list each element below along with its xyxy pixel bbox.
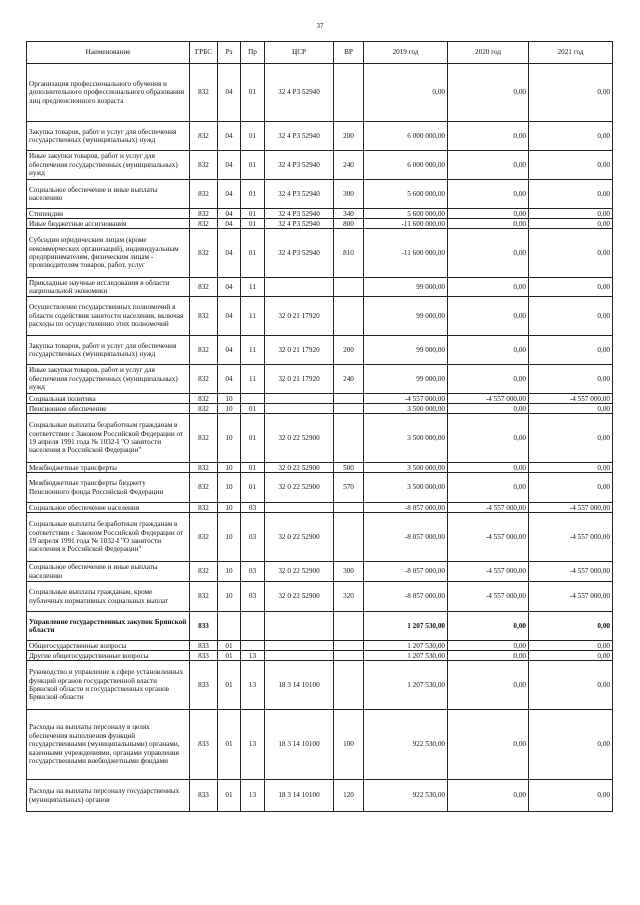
cell-name: Закупка товаров, работ и услуг для обеспечения государственных (муниципальных) нужд <box>27 122 190 151</box>
cell-2019: -8 057 000,00 <box>364 582 448 612</box>
cell-2021: 0,00 <box>529 336 613 365</box>
cell-name: Иные закупки товаров, работ и услуг для обеспечения государственных (муниципальных) нужд <box>27 151 190 180</box>
cell-vr <box>334 414 364 463</box>
cell-grbs: 832 <box>190 336 218 365</box>
cell-2019: 3 500 000,00 <box>364 414 448 463</box>
cell-pr: 11 <box>241 365 265 394</box>
cell-name: Расходы на выплаты персоналу государственных (муниципальных) органов <box>27 780 190 812</box>
cell-rz: 04 <box>218 278 241 297</box>
cell-2020: -4 557 000,00 <box>448 513 529 562</box>
cell-pr <box>241 612 265 641</box>
cell-grbs: 832 <box>190 582 218 612</box>
cell-2020: 0,00 <box>448 219 529 229</box>
cell-2021: -4 557 000,00 <box>529 562 613 582</box>
cell-grbs: 832 <box>190 463 218 473</box>
cell-grbs: 832 <box>190 219 218 229</box>
cell-2020: 0,00 <box>448 151 529 180</box>
cell-2019: 1 207 530,00 <box>364 612 448 641</box>
cell-pr: 01 <box>241 64 265 122</box>
cell-grbs: 833 <box>190 661 218 710</box>
table-row <box>27 229 613 278</box>
header-row <box>27 42 613 64</box>
cell-rz: 04 <box>218 64 241 122</box>
cell-csr: 32 0 22 52900 <box>265 463 334 473</box>
cell-vr: 320 <box>334 582 364 612</box>
cell-csr <box>265 651 334 661</box>
cell-rz <box>218 612 241 641</box>
cell-csr <box>265 641 334 651</box>
cell-2021: 0,00 <box>529 278 613 297</box>
cell-csr: 18 3 14 10100 <box>265 780 334 812</box>
table-row <box>27 64 613 122</box>
cell-grbs: 833 <box>190 651 218 661</box>
header-2021: 2021 год <box>529 42 613 64</box>
cell-2019: 1 207 530,00 <box>364 641 448 651</box>
cell-2019: 99 000,00 <box>364 278 448 297</box>
cell-vr <box>334 651 364 661</box>
cell-grbs: 832 <box>190 503 218 513</box>
table-row <box>27 122 613 151</box>
cell-name: Стипендии <box>27 209 190 219</box>
table-body <box>27 64 613 812</box>
cell-2021: 0,00 <box>529 209 613 219</box>
cell-2019: -8 057 000,00 <box>364 513 448 562</box>
cell-2019: 99 000,00 <box>364 336 448 365</box>
cell-vr <box>334 404 364 414</box>
cell-2021: 0,00 <box>529 64 613 122</box>
cell-name: Социальное обеспечение и иные выплаты населению <box>27 180 190 209</box>
cell-name: Социальные выплаты гражданам, кроме публичных нормативных социальных выплат <box>27 582 190 612</box>
cell-2019: -11 600 000,00 <box>364 219 448 229</box>
cell-2021: 0,00 <box>529 151 613 180</box>
cell-grbs: 832 <box>190 562 218 582</box>
cell-2019: 5 600 000,00 <box>364 209 448 219</box>
cell-csr <box>265 503 334 513</box>
cell-2020: 0,00 <box>448 473 529 503</box>
cell-rz: 04 <box>218 297 241 336</box>
cell-2019: 99 000,00 <box>364 297 448 336</box>
cell-csr: 32 0 22 52900 <box>265 582 334 612</box>
table-row <box>27 209 613 219</box>
cell-csr: 32 0 22 52900 <box>265 562 334 582</box>
table-row <box>27 641 613 651</box>
cell-grbs: 832 <box>190 151 218 180</box>
cell-grbs: 832 <box>190 180 218 209</box>
cell-rz: 04 <box>218 365 241 394</box>
cell-2021: 0,00 <box>529 641 613 651</box>
cell-2020: 0,00 <box>448 463 529 473</box>
header-pr: Пр <box>241 42 265 64</box>
cell-pr: 11 <box>241 278 265 297</box>
cell-name: Иные закупки товаров, работ и услуг для обеспечения государственных (муниципальных) нужд <box>27 365 190 394</box>
cell-2020: -4 557 000,00 <box>448 562 529 582</box>
cell-grbs: 833 <box>190 641 218 651</box>
cell-name: Расходы на выплаты персоналу в целях обеспечения выполнения функций государственными (муниципальными) органами, казенными учреждениями, органами управления государственными внебюджетными фондами <box>27 710 190 780</box>
cell-name: Управление государственных закупок Брянской области <box>27 612 190 641</box>
cell-rz: 04 <box>218 219 241 229</box>
table-row <box>27 473 613 503</box>
cell-vr: 200 <box>334 336 364 365</box>
cell-rz: 10 <box>218 562 241 582</box>
cell-2020: 0,00 <box>448 612 529 641</box>
cell-2021: 0,00 <box>529 404 613 414</box>
cell-2020: 0,00 <box>448 414 529 463</box>
cell-2019: 3 500 000,00 <box>364 404 448 414</box>
cell-name: Пенсионное обеспечение <box>27 404 190 414</box>
cell-pr: 13 <box>241 780 265 812</box>
cell-2020: 0,00 <box>448 641 529 651</box>
header-grbs: ГРБС <box>190 42 218 64</box>
header-vr: ВР <box>334 42 364 64</box>
table-row <box>27 562 613 582</box>
table-row <box>27 336 613 365</box>
cell-grbs: 832 <box>190 209 218 219</box>
cell-pr: 01 <box>241 473 265 503</box>
cell-vr <box>334 661 364 710</box>
table-row <box>27 365 613 394</box>
cell-rz: 04 <box>218 229 241 278</box>
table-row <box>27 780 613 812</box>
cell-csr: 18 3 14 10100 <box>265 661 334 710</box>
cell-csr: 32 0 22 52900 <box>265 513 334 562</box>
cell-vr <box>334 513 364 562</box>
table-row <box>27 278 613 297</box>
cell-2021: -4 557 000,00 <box>529 513 613 562</box>
cell-vr <box>334 64 364 122</box>
cell-2020: -4 557 000,00 <box>448 503 529 513</box>
cell-csr <box>265 278 334 297</box>
cell-2019: -4 557 000,00 <box>364 394 448 404</box>
cell-2020: 0,00 <box>448 122 529 151</box>
table-row <box>27 463 613 473</box>
cell-vr: 300 <box>334 562 364 582</box>
budget-table <box>26 41 613 812</box>
cell-2019: 3 500 000,00 <box>364 463 448 473</box>
cell-csr: 32 4 P3 52940 <box>265 180 334 209</box>
cell-2021: 0,00 <box>529 365 613 394</box>
cell-name: Межбюджетные трансферты <box>27 463 190 473</box>
cell-rz: 04 <box>218 122 241 151</box>
cell-grbs: 832 <box>190 404 218 414</box>
cell-2021: -4 557 000,00 <box>529 503 613 513</box>
table-row <box>27 710 613 780</box>
cell-csr: 32 4 P3 52940 <box>265 151 334 180</box>
cell-name: Другие общегосударственные вопросы <box>27 651 190 661</box>
cell-2019: 99 000,00 <box>364 365 448 394</box>
cell-csr: 32 4 P3 52940 <box>265 209 334 219</box>
table-row <box>27 661 613 710</box>
cell-2019: 1 207 530,00 <box>364 651 448 661</box>
cell-name: Общегосударственные вопросы <box>27 641 190 651</box>
cell-2020: 0,00 <box>448 209 529 219</box>
cell-rz: 10 <box>218 473 241 503</box>
cell-2021: 0,00 <box>529 219 613 229</box>
table-row <box>27 394 613 404</box>
cell-grbs: 832 <box>190 473 218 503</box>
cell-pr: 13 <box>241 651 265 661</box>
cell-name: Социальное обеспечение и иные выплаты населению <box>27 562 190 582</box>
header-2019: 2019 год <box>364 42 448 64</box>
cell-vr <box>334 641 364 651</box>
cell-2019: 922 530,00 <box>364 710 448 780</box>
cell-pr: 13 <box>241 710 265 780</box>
cell-grbs: 832 <box>190 278 218 297</box>
header-2020: 2020 год <box>448 42 529 64</box>
table-row <box>27 404 613 414</box>
cell-rz: 01 <box>218 651 241 661</box>
cell-2021: 0,00 <box>529 651 613 661</box>
cell-vr: 340 <box>334 209 364 219</box>
cell-name: Руководство и управление в сфере установленных функций органов государственной власти Брянской области и государственных органов Брянской области <box>27 661 190 710</box>
cell-2020: 0,00 <box>448 180 529 209</box>
cell-rz: 10 <box>218 394 241 404</box>
cell-2019: -8 057 000,00 <box>364 503 448 513</box>
cell-name: Субсидии юридическим лицам (кроме некоммерческих организаций), индивидуальным предпринимателям, физическим лицам - производителям товаров, работ, услуг <box>27 229 190 278</box>
cell-2019: -8 057 000,00 <box>364 562 448 582</box>
cell-2021: 0,00 <box>529 122 613 151</box>
cell-csr <box>265 394 334 404</box>
header-name: Наименование <box>27 42 190 64</box>
cell-pr: 03 <box>241 503 265 513</box>
cell-rz: 04 <box>218 209 241 219</box>
cell-name: Социальное обеспечение населения <box>27 503 190 513</box>
cell-csr: 32 4 P3 52940 <box>265 219 334 229</box>
cell-2020: -4 557 000,00 <box>448 394 529 404</box>
table-row <box>27 612 613 641</box>
cell-2020: 0,00 <box>448 710 529 780</box>
cell-vr <box>334 278 364 297</box>
cell-rz: 01 <box>218 780 241 812</box>
cell-grbs: 832 <box>190 513 218 562</box>
table-row <box>27 513 613 562</box>
table-row <box>27 582 613 612</box>
cell-2020: -4 557 000,00 <box>448 582 529 612</box>
cell-2021: 0,00 <box>529 463 613 473</box>
cell-csr: 32 0 21 17920 <box>265 297 334 336</box>
cell-2019: -11 600 000,00 <box>364 229 448 278</box>
cell-pr: 01 <box>241 122 265 151</box>
cell-grbs: 832 <box>190 122 218 151</box>
cell-rz: 10 <box>218 513 241 562</box>
cell-vr: 500 <box>334 463 364 473</box>
cell-2021: 0,00 <box>529 297 613 336</box>
table-header <box>27 42 613 64</box>
cell-name: Социальные выплаты безработным гражданам в соответствии с Законом Российской Федерации от 19 апреля 1991 года № 1032-I "О занятости населения в Российской Федерации" <box>27 513 190 562</box>
cell-csr: 32 4 P3 52940 <box>265 122 334 151</box>
cell-2021: 0,00 <box>529 780 613 812</box>
cell-grbs: 833 <box>190 710 218 780</box>
cell-pr: 13 <box>241 661 265 710</box>
cell-2021: 0,00 <box>529 661 613 710</box>
cell-pr: 11 <box>241 336 265 365</box>
cell-pr: 01 <box>241 180 265 209</box>
cell-grbs: 832 <box>190 394 218 404</box>
cell-pr <box>241 641 265 651</box>
cell-2021: 0,00 <box>529 710 613 780</box>
cell-2020: 0,00 <box>448 64 529 122</box>
cell-2020: 0,00 <box>448 297 529 336</box>
cell-name: Межбюджетные трансферты бюджету Пенсионного фонда Российской Федерации <box>27 473 190 503</box>
cell-name: Организация профессионального обучения и дополнительного профессионального образования лиц предпенсионного возраста <box>27 64 190 122</box>
cell-csr <box>265 612 334 641</box>
cell-grbs: 833 <box>190 612 218 641</box>
cell-csr: 32 4 P3 52940 <box>265 64 334 122</box>
cell-rz: 01 <box>218 710 241 780</box>
cell-grbs: 832 <box>190 414 218 463</box>
cell-pr: 01 <box>241 219 265 229</box>
cell-pr: 03 <box>241 562 265 582</box>
cell-grbs: 833 <box>190 780 218 812</box>
cell-csr: 32 0 21 17920 <box>265 365 334 394</box>
cell-rz: 10 <box>218 463 241 473</box>
cell-2020: 0,00 <box>448 365 529 394</box>
cell-2021: 0,00 <box>529 414 613 463</box>
cell-pr: 01 <box>241 414 265 463</box>
cell-grbs: 832 <box>190 365 218 394</box>
cell-vr: 570 <box>334 473 364 503</box>
cell-vr: 240 <box>334 151 364 180</box>
cell-rz: 10 <box>218 414 241 463</box>
cell-vr: 240 <box>334 365 364 394</box>
cell-2021: -4 557 000,00 <box>529 394 613 404</box>
cell-pr: 01 <box>241 463 265 473</box>
header-rz: Рз <box>218 42 241 64</box>
table-row <box>27 651 613 661</box>
cell-pr: 11 <box>241 297 265 336</box>
cell-pr: 03 <box>241 513 265 562</box>
cell-pr <box>241 394 265 404</box>
cell-csr: 32 0 21 17920 <box>265 336 334 365</box>
cell-pr: 01 <box>241 229 265 278</box>
cell-2020: 0,00 <box>448 661 529 710</box>
header-csr: ЦСР <box>265 42 334 64</box>
cell-vr <box>334 503 364 513</box>
cell-rz: 10 <box>218 404 241 414</box>
cell-2019: 5 600 000,00 <box>364 180 448 209</box>
cell-vr: 300 <box>334 180 364 209</box>
cell-csr <box>265 404 334 414</box>
cell-2019: 3 500 000,00 <box>364 473 448 503</box>
cell-vr <box>334 297 364 336</box>
cell-rz: 10 <box>218 582 241 612</box>
cell-pr: 01 <box>241 151 265 180</box>
cell-rz: 10 <box>218 503 241 513</box>
cell-pr: 01 <box>241 404 265 414</box>
cell-grbs: 832 <box>190 229 218 278</box>
cell-2019: 6 000 000,00 <box>364 122 448 151</box>
cell-vr: 800 <box>334 219 364 229</box>
cell-2019: 1 207 530,00 <box>364 661 448 710</box>
cell-name: Осуществление государственных полномочий в области содействия занятости населения, включая расходы по осуществлению этих полномочий <box>27 297 190 336</box>
table-row <box>27 297 613 336</box>
cell-name: Закупка товаров, работ и услуг для обеспечения государственных (муниципальных) нужд <box>27 336 190 365</box>
cell-name: Иные бюджетные ассигнования <box>27 219 190 229</box>
cell-2020: 0,00 <box>448 229 529 278</box>
cell-2020: 0,00 <box>448 404 529 414</box>
cell-name: Прикладные научные исследования в области национальной экономики <box>27 278 190 297</box>
cell-pr: 01 <box>241 209 265 219</box>
cell-pr: 03 <box>241 582 265 612</box>
cell-csr: 32 0 22 52900 <box>265 414 334 463</box>
cell-rz: 04 <box>218 336 241 365</box>
cell-2021: 0,00 <box>529 180 613 209</box>
cell-2020: 0,00 <box>448 651 529 661</box>
cell-2021: 0,00 <box>529 612 613 641</box>
cell-2020: 0,00 <box>448 278 529 297</box>
cell-grbs: 832 <box>190 64 218 122</box>
cell-rz: 04 <box>218 151 241 180</box>
cell-grbs: 832 <box>190 297 218 336</box>
table-row <box>27 151 613 180</box>
cell-name: Социальная политика <box>27 394 190 404</box>
table-row <box>27 180 613 209</box>
cell-2021: 0,00 <box>529 473 613 503</box>
cell-2019: 0,00 <box>364 64 448 122</box>
cell-vr <box>334 612 364 641</box>
cell-vr: 810 <box>334 229 364 278</box>
cell-2021: 0,00 <box>529 229 613 278</box>
cell-2021: -4 557 000,00 <box>529 582 613 612</box>
cell-2019: 922 530,00 <box>364 780 448 812</box>
page-number: 37 <box>316 22 324 30</box>
cell-rz: 01 <box>218 661 241 710</box>
cell-rz: 04 <box>218 180 241 209</box>
cell-name: Социальные выплаты безработным гражданам в соответствии с Законом Российской Федерации от 19 апреля 1991 года № 1032-I "О занятости населения в Российской Федерации" <box>27 414 190 463</box>
cell-vr: 200 <box>334 122 364 151</box>
cell-rz: 01 <box>218 641 241 651</box>
cell-vr: 100 <box>334 710 364 780</box>
cell-2019: 6 000 000,00 <box>364 151 448 180</box>
cell-csr: 32 0 22 52900 <box>265 473 334 503</box>
table-row <box>27 414 613 463</box>
cell-2020: 0,00 <box>448 336 529 365</box>
table-row <box>27 503 613 513</box>
cell-vr <box>334 394 364 404</box>
cell-csr: 32 4 P3 52940 <box>265 229 334 278</box>
cell-vr: 120 <box>334 780 364 812</box>
cell-2020: 0,00 <box>448 780 529 812</box>
table-row <box>27 219 613 229</box>
cell-csr: 18 3 14 10100 <box>265 710 334 780</box>
